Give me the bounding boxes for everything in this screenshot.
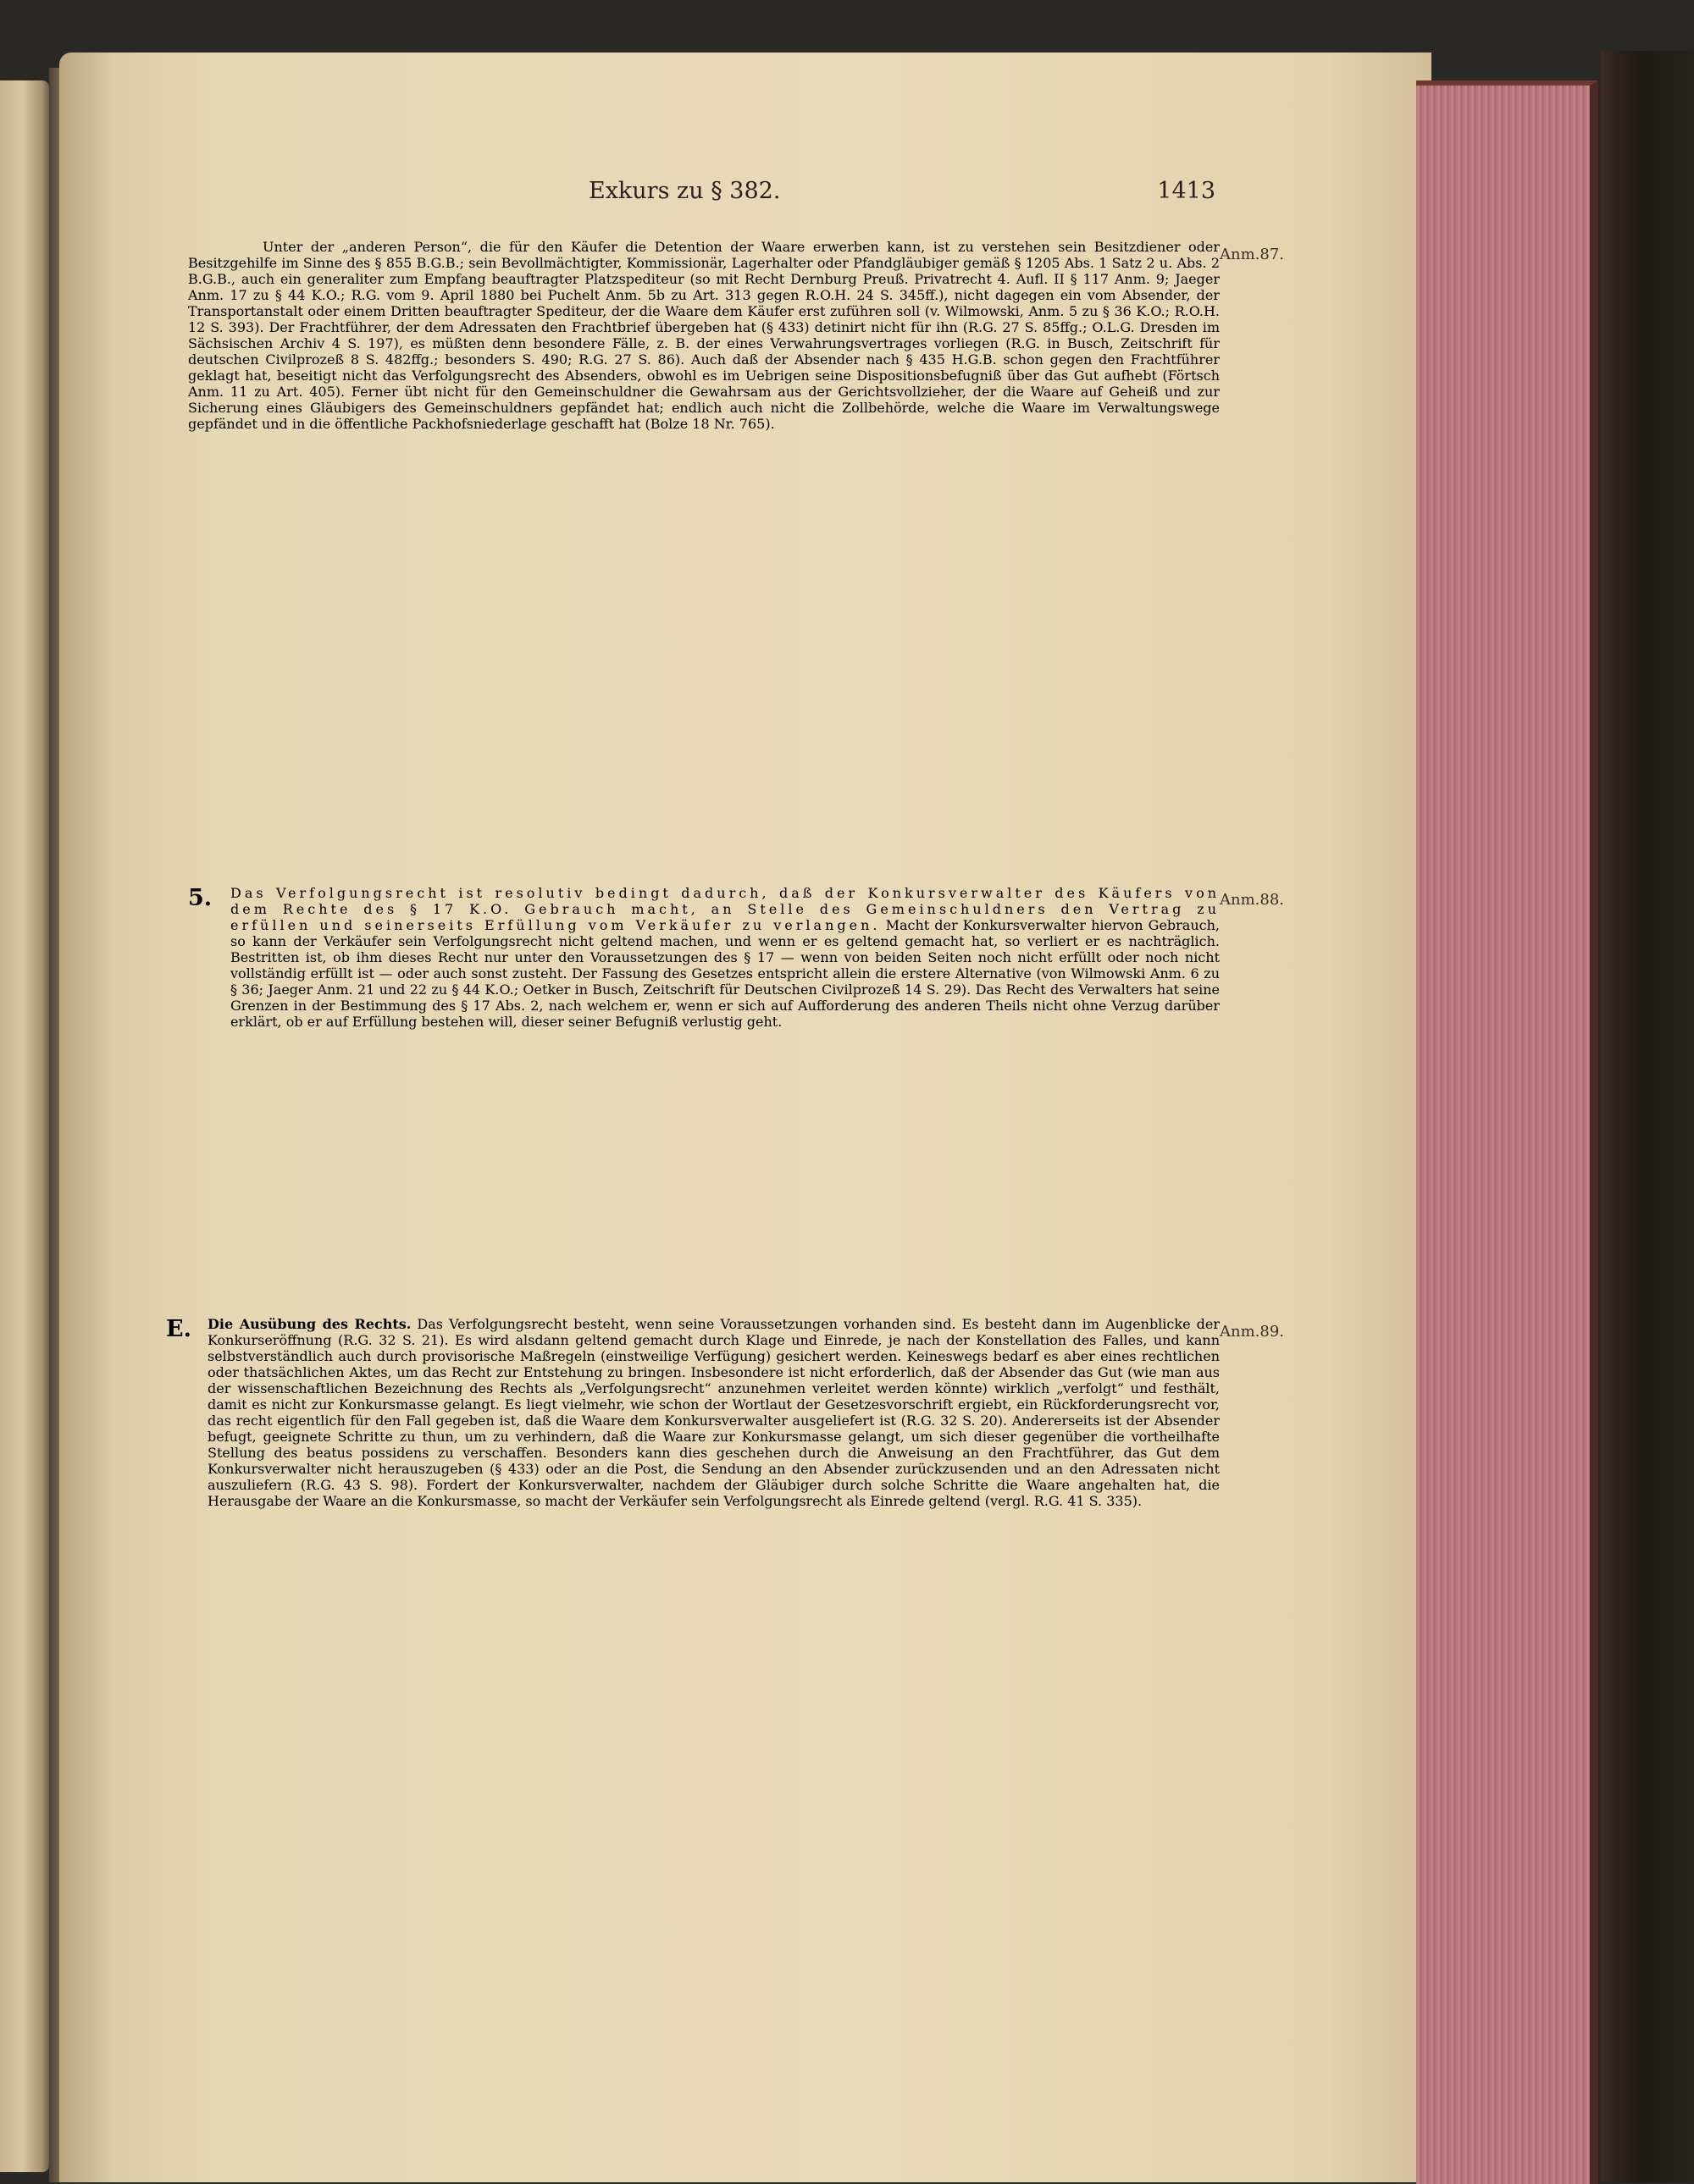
- section-5: [230, 885, 1220, 1030]
- paragraph-1-text: Unter der „anderen Person“, die für den Käufer die Detention der Waare erwerben kann, ist zu verstehen sein Besitzdiener oder Besitzgehilfe im Sinne des § 855 B.G.B.; sein Bevollmächtigter, Kommissionär, Lagerhalter oder Pfandgläubiger gemäß § 1205 Abs. 1 Satz 2 u. Abs. 2 B.G.B., auch ein generaliter zum Empfang beauftragter Platzspediteur (so mit Recht Dernburg Preuß. Privatrecht 4. Aufl. II § 117 Anm. 9; Jaeger Anm. 17 zu § 44 K.O.; R.G. vom 9. April 1880 bei Puchelt Anm. 5b zu Art. 313 gegen R.O.H. 24 S. 345ff.), nicht dagegen ein vom Absender, der Transportanstalt oder einem Dritten beauftragter Spediteur, der die Waare dem Käufer erst zuführen soll (v. Wilmowski, Anm. 5 zu § 36 K.O.; R.O.H. 12 S. 393). Der Frachtführer, der dem Adressaten den Frachtbrief übergeben hat (§ 433) detinirt nicht für ihn (R.G. 27 S. 85ffg.; O.L.G. Dresden im Sächsischen Archiv 4 S. 197), es müßten denn besondere Fälle, z. B. der eines Verwahrungsvertrages vorliegen (R.G. in Busch, Zeitschrift für deutschen Civilprozeß 8 S. 482ffg.; besonders S. 490; R.G. 27 S. 86). Auch daß der Absender nach § 435 H.G.B. schon gegen den Frachtführer geklagt hat, beseitigt nicht das Verfolgungsrecht des Absenders, obwohl es im Uebrigen seine Dispositionsbefugniß über das Gut aufhebt (Förtsch Anm. 11 zu Art. 405). Ferner übt nicht für den Gemeinschuldner die Gewahrsam aus der Gerichtsvollzieher, der die Waare auf Geheiß und zur Sicherung eines Gläubigers des Gemeinschuldners gepfändet hat; endlich auch nicht die Zollbehörde, welche die Waare im Verwaltungswege gepfändet und in die öffentliche Packhofsniederlage geschafft hat (Bolze 18 Nr. 765).: [188, 239, 1220, 432]
- paragraph-1: [188, 239, 1220, 432]
- book-cover: [1601, 51, 1694, 2182]
- section-E: [208, 1316, 1220, 1509]
- running-head: Exkurs zu § 382.: [589, 178, 781, 204]
- margin-note-89: Anm.89.: [1220, 1323, 1285, 1341]
- section-5-marker: 5.: [188, 885, 213, 911]
- section-E-heading: Die Ausübung des Rechts.: [208, 1316, 412, 1332]
- section-5-text: [230, 885, 1220, 1030]
- margin-note-87: Anm.87.: [1220, 246, 1285, 263]
- section-E-marker: E.: [166, 1316, 191, 1342]
- page-edges: [1416, 80, 1598, 2184]
- section-E-body: Das Verfolgungsrecht besteht, wenn seine Voraussetzungen vorhanden sind. Es besteht dann im Augenblicke der Konkurseröffnung (R.G. 32 S. 21). Es wird alsdann geltend gemacht durch Klage und Einrede, je nach der Konstellation des Falles, und kann selbstverständlich auch durch provisorische Maßregeln (einstweilige Verfügung) gesichert werden. Keineswegs bedarf es aber eines rechtlichen oder thatsächlichen Aktes, um das Recht zur Entstehung zu bringen. Insbesondere ist nicht erforderlich, daß der Absender das Gut (wie man aus der wissenschaftlichen Bezeichnung des Rechts als „Verfolgungsrecht“ anzunehmen verleitet werden könnte) wirklich „verfolgt“ und festhält, damit es nicht zur Konkursmasse gelangt. Es liegt vielmehr, wie schon der Wortlaut der Gesetzesvorschrift ergiebt, ein Rückforderungsrecht vor, das recht eigentlich für den Fall gegeben ist, daß die Waare dem Konkursverwalter ausgeliefert ist (R.G. 32 S. 20). Andererseits ist der Absender befugt, geeignete Schritte zu thun, um zu verhindern, daß die Waare zur Konkursmasse gelangt, um sich dieser gegenüber die vortheilhafte Stellung des beatus possidens zu verschaffen. Besonders kann dies geschehen durch die Anweisung an den Frachtführer, das Gut dem Konkursverwalter nicht herauszugeben (§ 433) oder an die Post, die Sendung an den Absender zurückzusenden und an den Adressaten nicht auszuliefern (R.G. 43 S. 98). Fordert der Konkursverwalter, nachdem der Gläubiger durch solche Schritte die Waare angehalten hat, die Herausgabe der Waare an die Konkursmasse, so macht der Verkäufer sein Verfolgungsrecht als Einrede geltend (vergl. R.G. 41 S. 335).: [208, 1316, 1220, 1509]
- section-5-lead: Das Verfolgungsrecht ist resolutiv bedingt dadurch, daß der Konkursverwalter des Käufers von dem Rechte des § 17 K.O. Gebrauch macht, an Stelle des Gemeinschuldners den Vertrag zu erfüllen und seinerseits Erfüllung vom Verkäufer zu verlangen.: [230, 885, 1220, 933]
- facing-page-edge: [0, 80, 49, 2172]
- section-5-body: Macht der Konkursverwalter hiervon Gebrauch, so kann der Verkäufer sein Verfolgungsrecht nicht geltend machen, und wenn er es geltend gemacht hat, so verliert er es nachträglich. Bestritten ist, ob ihm dieses Recht nur unter den Voraussetzungen des § 17 — wenn von beiden Seiten noch nicht erfüllt oder noch nicht vollständig erfüllt ist — oder auch sonst zusteht. Der Fassung des Gesetzes entspricht allein die erstere Alternative (von Wilmowski Anm. 6 zu § 36; Jaeger Anm. 21 und 22 zu § 44 K.O.; Oetker in Busch, Zeitschrift für Deutschen Civilprozeß 14 S. 29). Das Recht des Verwalters hat seine Grenzen in der Bestimmung des § 17 Abs. 2, nach welchem er, wenn er sich auf Aufforderung des anderen Theils nicht ohne Verzug darüber erklärt, ob er auf Erfüllung bestehen will, dieser seiner Befugniß verlustig geht.: [230, 917, 1220, 1030]
- margin-note-88: Anm.88.: [1220, 891, 1285, 909]
- page-number: 1413: [1157, 178, 1215, 204]
- page-header: [165, 178, 1215, 212]
- section-E-text: [208, 1316, 1220, 1509]
